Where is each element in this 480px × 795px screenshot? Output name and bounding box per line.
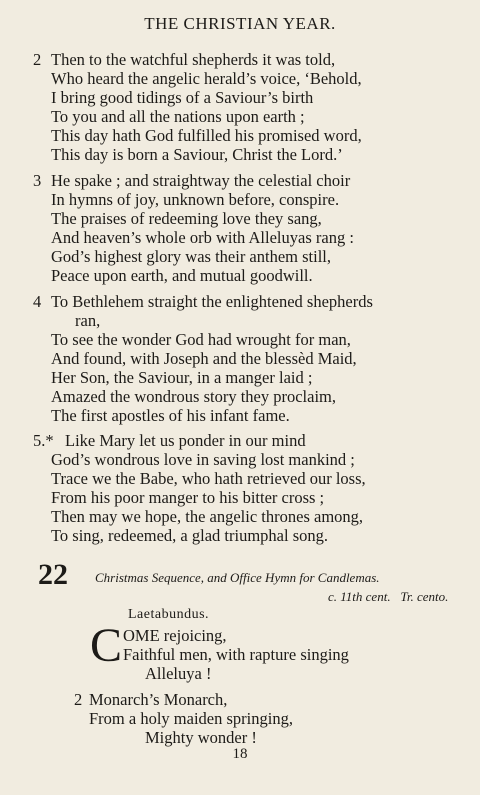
verse-line: From a holy maiden springing, <box>89 709 293 728</box>
hymn-occasion: Christmas Sequence, and Office Hymn for Candlemas. <box>95 570 380 585</box>
verse-line: This day hath God fulfilled his promised word, <box>51 126 362 145</box>
running-head: THE CHRISTIAN YEAR. <box>144 14 336 33</box>
verse-line: Faithful men, with rapture singing <box>123 645 349 664</box>
verse-line: And found, with Joseph and the blessèd Maid, <box>51 349 357 368</box>
verse-line: And heaven’s whole orb with Alleluyas rang : <box>51 228 354 247</box>
verse-line: Amazed the wondrous story they proclaim, <box>51 387 337 406</box>
verse-line: Then may we hope, the angelic thrones among, <box>51 507 364 526</box>
verse-line: To sing, redeemed, a glad triumphal song. <box>51 526 328 545</box>
verse-line: OME rejoicing, <box>123 626 227 645</box>
verse-line: In hymns of joy, unknown before, conspire. <box>51 190 340 209</box>
latin-title: Laetabundus. <box>128 607 210 622</box>
stanza-number: 2 <box>74 690 83 709</box>
verse-line: The first apostles of his infant fame. <box>51 406 290 425</box>
verse-line: From his poor manger to his bitter cross ; <box>51 488 325 507</box>
stanza-number: 3 <box>33 171 42 190</box>
drop-cap: C <box>90 619 123 672</box>
stanza-number: 5.* <box>33 431 54 450</box>
verse-line: Alleluya ! <box>145 664 212 683</box>
hymn-date: c. 11th cent. <box>328 589 391 604</box>
verse-line: Monarch’s Monarch, <box>89 690 228 709</box>
verse-line: Her Son, the Saviour, in a manger laid ; <box>51 368 313 387</box>
page-number: 18 <box>232 746 248 762</box>
verse-line: Who heard the angelic herald’s voice, ‘Behold, <box>51 69 362 88</box>
hymn-number: 22 <box>38 558 68 591</box>
verse-line: He spake ; and straightway the celestial choir <box>51 171 351 190</box>
verse-line: This day is born a Saviour, Christ the Lord.’ <box>51 145 343 164</box>
verse-line: The praises of redeeming love they sang, <box>51 209 322 228</box>
verse-line: God’s wondrous love in saving lost mankind ; <box>51 450 355 469</box>
verse-line: Mighty wonder ! <box>145 728 257 747</box>
verse-line: ran, <box>75 311 101 330</box>
hymn-date-line <box>328 589 448 605</box>
verse-line: Like Mary let us ponder in our mind <box>65 431 306 450</box>
verse-line: Peace upon earth, and mutual goodwill. <box>51 266 313 285</box>
verse-line: Then to the watchful shepherds it was told, <box>51 50 336 69</box>
verse-line: Trace we the Babe, who hath retrieved our loss, <box>51 469 366 488</box>
verse-line: To you and all the nations upon earth ; <box>51 107 305 126</box>
stanza-number: 4 <box>33 292 42 311</box>
verse-line: To see the wonder God had wrought for man, <box>51 330 351 349</box>
verse-line: God’s highest glory was their anthem still, <box>51 247 332 266</box>
verse-line: I bring good tidings of a Saviour’s birth <box>51 88 314 107</box>
verse-line: To Bethlehem straight the enlightened shepherds <box>51 292 373 311</box>
stanza-number: 2 <box>33 50 42 69</box>
hymn-translator: Tr. cento. <box>400 589 449 604</box>
